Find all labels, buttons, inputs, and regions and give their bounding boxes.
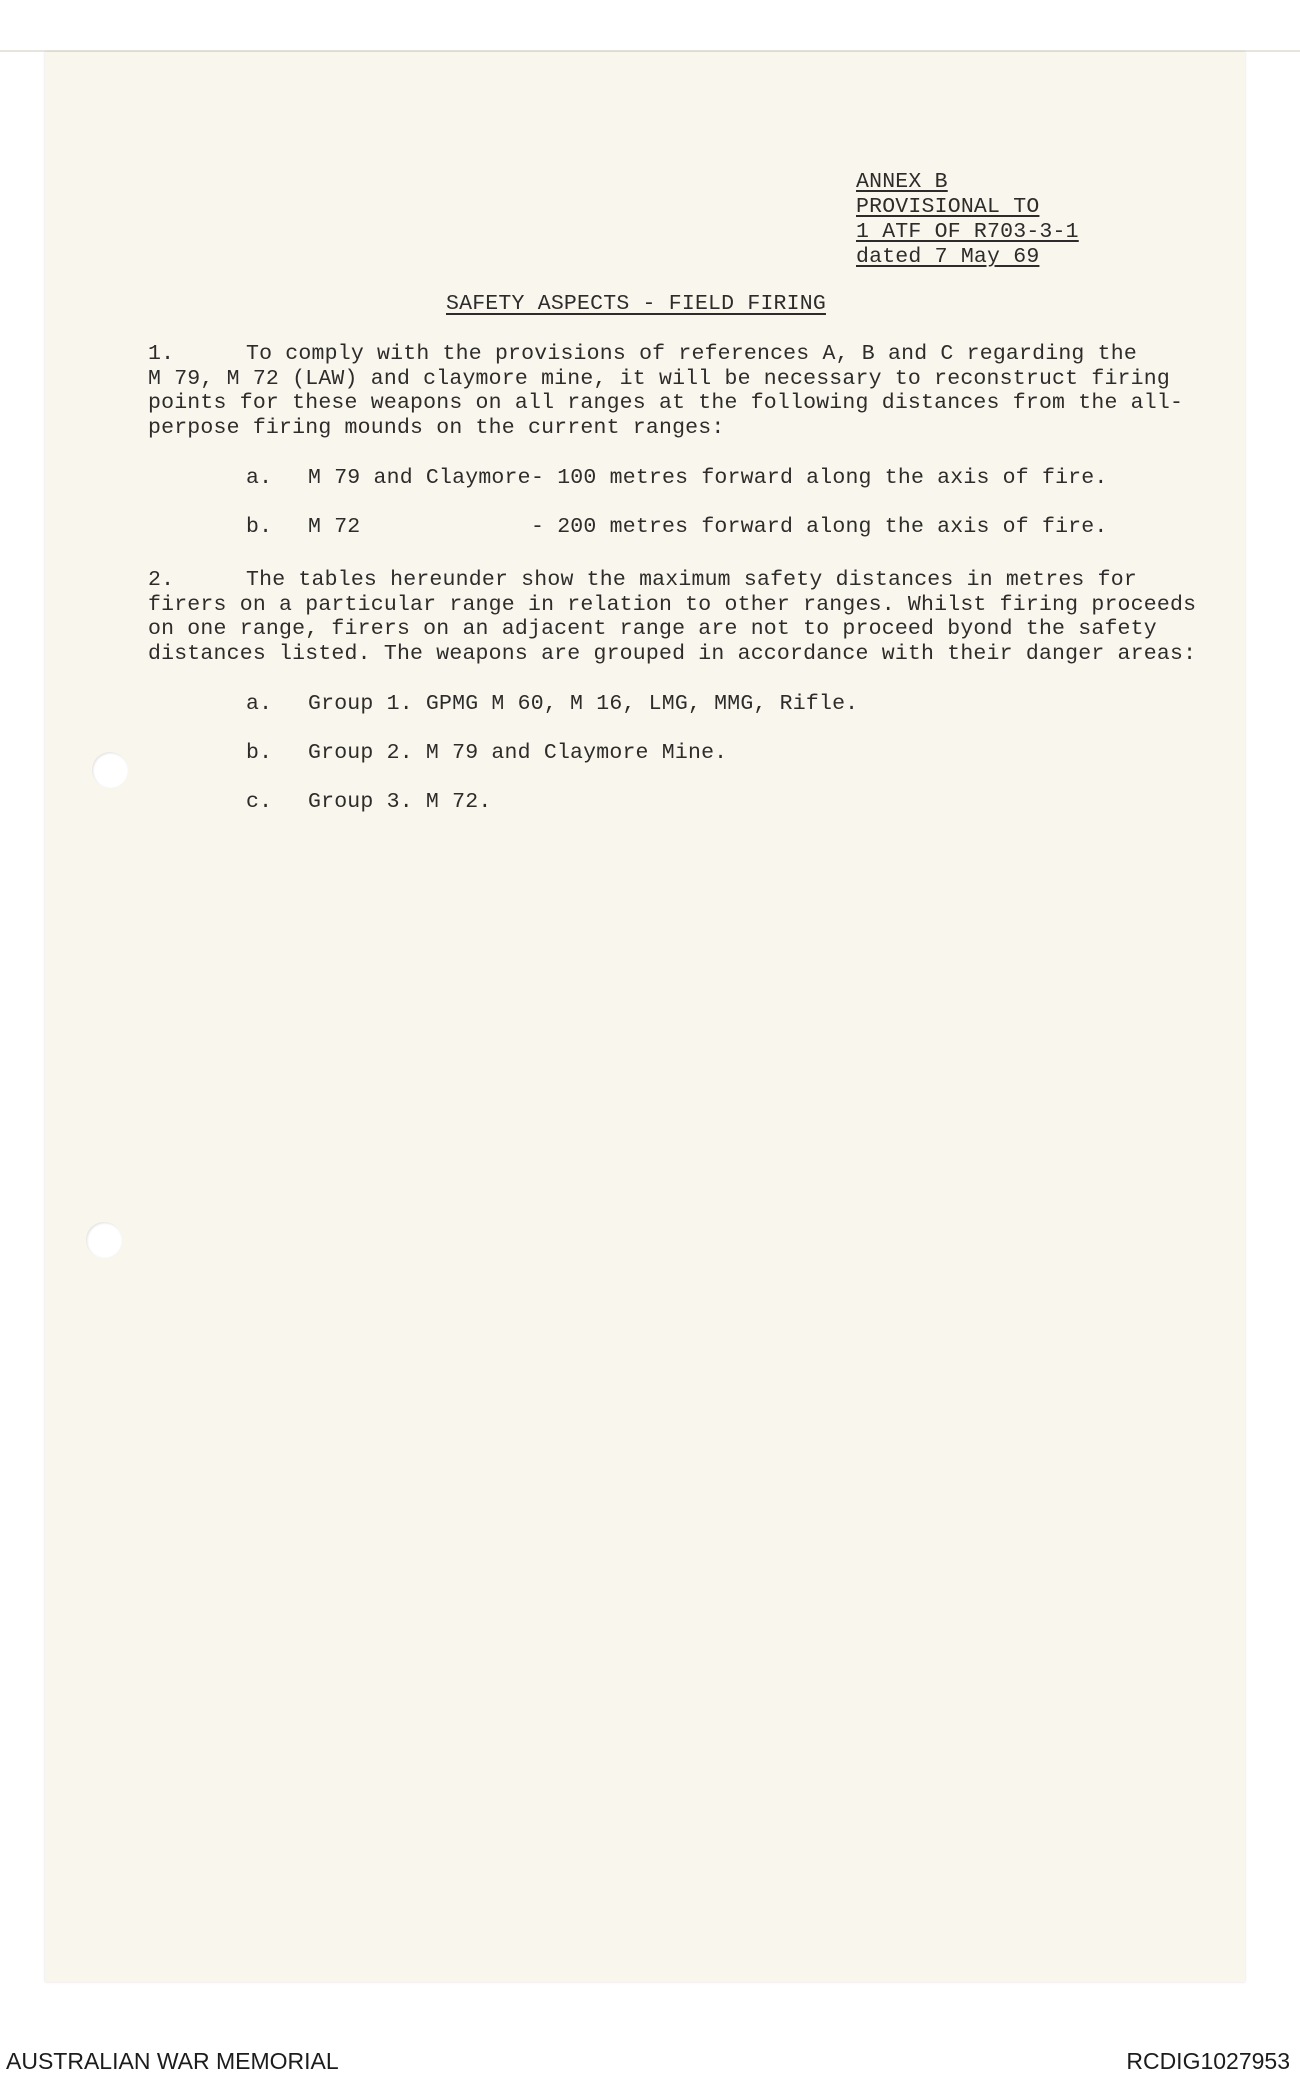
paragraph-1 xyxy=(148,342,1184,440)
annex-header xyxy=(856,170,1079,270)
paragraph-line: distances listed. The weapons are grouped in accordance with their danger areas: xyxy=(148,641,1197,666)
punch-hole-lower xyxy=(86,1222,122,1258)
archive-reference: RCDIG1027953 xyxy=(1126,2048,1290,2074)
paragraph-text: To comply with the provisions of references A, B and C regarding the xyxy=(246,342,1137,366)
item-label: b. xyxy=(246,515,273,539)
paragraph-2 xyxy=(148,568,1197,666)
item-text: - 100 metres forward along the axis of fire. xyxy=(531,466,1108,490)
paragraph-line: perpose firing mounds on the current ranges: xyxy=(148,415,725,440)
item-label: b. xyxy=(246,741,273,765)
paragraph-line: M 79, M 72 (LAW) and claymore mine, it will be necessary to reconstruct firing xyxy=(148,366,1170,391)
annex-line: PROVISIONAL TO xyxy=(856,195,1040,219)
item-text: - 200 metres forward along the axis of fire. xyxy=(531,515,1108,539)
item-label: a. xyxy=(246,692,273,716)
annex-line: 1 ATF OF R703-3-1 xyxy=(856,220,1079,244)
paragraph-line xyxy=(148,568,1158,593)
item-label: a. xyxy=(246,466,273,490)
paragraph-line: on one range, firers on an adjacent range are not to proceed byond the safety xyxy=(148,617,1157,641)
paragraph-line xyxy=(148,342,1158,367)
punch-hole-upper xyxy=(92,752,128,788)
annex-line: ANNEX B xyxy=(856,170,948,194)
paragraph-line: firers on a particular range in relation to other ranges. Whilst firing proceeds xyxy=(148,592,1197,617)
item-label: c. xyxy=(246,790,273,814)
paragraph-line: points for these weapons on all ranges at the following distances from the all- xyxy=(148,391,1184,415)
item-weapon: M 72 xyxy=(308,515,361,539)
paragraph-number: 1. xyxy=(148,342,175,366)
item-text: Group 2. M 79 and Claymore Mine. xyxy=(308,741,728,765)
annex-line: dated 7 May 69 xyxy=(856,245,1040,269)
item-weapon: M 79 and Claymore xyxy=(308,466,531,490)
document-title: SAFETY ASPECTS - FIELD FIRING xyxy=(446,292,826,316)
item-text: Group 3. M 72. xyxy=(308,790,492,814)
paragraph-text: The tables hereunder show the maximum safety distances in metres for xyxy=(246,568,1137,592)
item-text: Group 1. GPMG M 60, M 16, LMG, MMG, Rifle. xyxy=(308,692,859,716)
paragraph-number: 2. xyxy=(148,568,175,592)
archive-credit: AUSTRALIAN WAR MEMORIAL xyxy=(6,2048,339,2074)
